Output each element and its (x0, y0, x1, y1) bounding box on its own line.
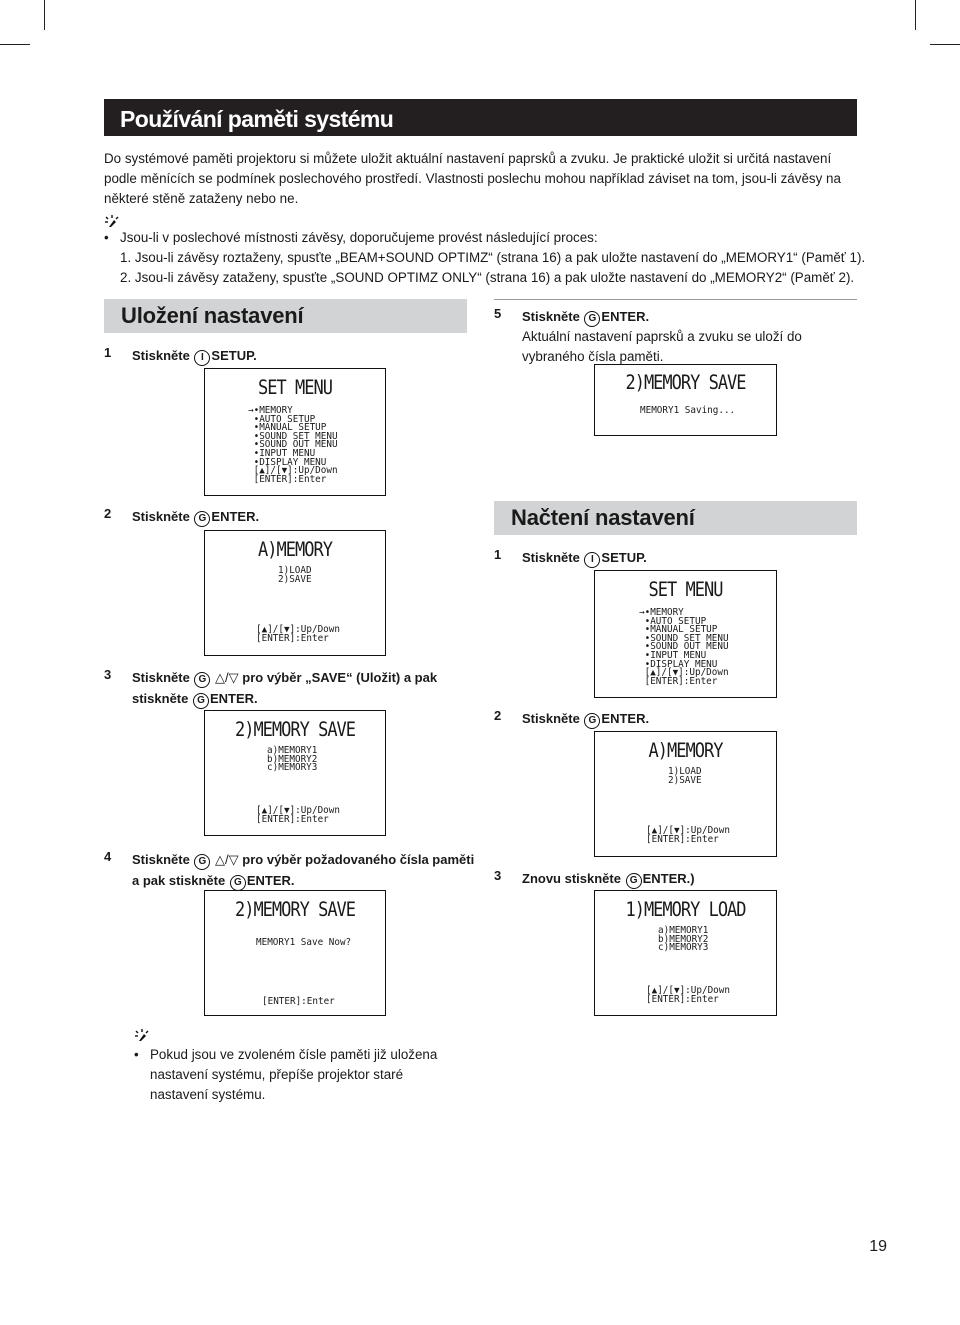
key-i-icon: I (194, 350, 210, 366)
crop-mark (0, 44, 30, 45)
step-prefix: Stiskněte (522, 550, 584, 565)
key-g-icon: G (194, 672, 210, 688)
tip-bullet-text: Pokud jsou ve zvoleném čísle paměti již uložena nastavení systému, přepíše projektor staré nastavení systému. (150, 1047, 438, 1102)
osd-menu-lines: →•MEMORY •AUTO SETUP •MANUAL SETUP •SOUND SET MENU •SOUND OUT MENU •INPUT MENU •DISPLAY MENU [▲]/[▼]:Up/Down [ENTER]:Enter (248, 405, 338, 485)
tip-line-2: 2. Jsou-li závěsy zataženy, spusťte „SOUND OPTIMZ ONLY“ (strana 16) a pak uložte nastavení do „MEMORY2“ (Paměť 2). (120, 270, 855, 285)
key-g-icon: G (194, 854, 210, 870)
step-key-label: ENTER. (601, 309, 650, 324)
osd-footer: [▲]/[▼]:Up/Down [ENTER]:Enter (646, 825, 730, 845)
key-g-icon: G (626, 873, 642, 889)
key-g-icon: G (194, 511, 210, 527)
crop-mark (915, 0, 916, 30)
osd-title: 2)MEMORY SAVE (234, 898, 356, 922)
page-number: 19 (869, 1238, 887, 1255)
step-key-label: ENTER. (601, 711, 650, 726)
osd-screen (204, 530, 386, 656)
osd-screen (594, 570, 777, 698)
arrow-keys-icon: △/▽ (215, 852, 239, 867)
step-key-label: ENTER. (209, 691, 258, 706)
step-prefix: a pak stiskněte (132, 873, 229, 888)
osd-title: 2)MEMORY SAVE (625, 371, 746, 395)
step-number: 3 (494, 868, 502, 883)
step-prefix: Stiskněte (132, 509, 194, 524)
step-prefix: Stiskněte (522, 711, 584, 726)
step-key-label: SETUP. (601, 550, 647, 565)
osd-title: SET MENU (258, 376, 332, 400)
osd-menu-lines: a)MEMORY1 b)MEMORY2 c)MEMORY3 (658, 925, 709, 954)
step-prefix: stiskněte (132, 691, 192, 706)
osd-footer: [▲]/[▼]:Up/Down [ENTER]:Enter (646, 985, 730, 1005)
osd-menu-lines: MEMORY1 Saving... (640, 405, 736, 416)
save-section-title: Uložení nastavení (104, 299, 467, 333)
step-text (132, 849, 474, 891)
osd-footer: [▲]/[▼]:Up/Down [ENTER]:Enter (256, 805, 340, 825)
osd-footer: [▲]/[▼]:Up/Down [ENTER]:Enter (256, 624, 340, 644)
step-text (522, 306, 649, 327)
load-section-title: Načtení nastavení (494, 501, 857, 535)
key-i-icon: I (584, 552, 600, 568)
osd-menu-lines: 1)LOAD 2)SAVE (668, 766, 702, 786)
step-number: 2 (104, 506, 112, 521)
step-prefix: Stiskněte (132, 852, 194, 867)
step-text (522, 868, 695, 889)
osd-screen (204, 368, 386, 496)
osd-title: A)MEMORY (258, 538, 332, 562)
tip-icon (104, 214, 120, 228)
step-number: 1 (104, 345, 112, 360)
osd-screen (594, 364, 777, 436)
step-prefix: Stiskněte (132, 670, 194, 685)
step-key-label: ENTER. (211, 509, 260, 524)
osd-title: 1)MEMORY LOAD (625, 898, 746, 922)
step-text (132, 345, 257, 366)
step-instruction: pro výběr požadovaného čísla paměti (242, 852, 475, 867)
tip-icon (134, 1028, 150, 1042)
step-description: Aktuální nastavení paprsků a zvuku se uloží do vybraného čísla paměti. (522, 329, 802, 364)
step-key-label: ENTER.) (642, 871, 695, 886)
step-text (132, 667, 437, 709)
step-number: 2 (494, 708, 502, 723)
step-key-label: SETUP. (211, 348, 257, 363)
step-number: 1 (494, 547, 502, 562)
arrow-keys-icon: △/▽ (215, 670, 239, 685)
step-prefix: Znovu stiskněte (522, 871, 625, 886)
osd-menu-lines: 1)LOAD 2)SAVE (278, 565, 312, 585)
section-divider (494, 299, 857, 300)
crop-mark (930, 44, 960, 45)
key-g-icon: G (584, 713, 600, 729)
step-number: 4 (104, 849, 112, 864)
step-text (522, 547, 647, 568)
osd-screen (594, 731, 777, 857)
osd-footer: [ENTER]:Enter (262, 996, 335, 1007)
osd-menu-lines: MEMORY1 Save Now? (256, 937, 352, 948)
step-text (132, 506, 259, 527)
osd-title: 2)MEMORY SAVE (234, 718, 356, 742)
step-number: 3 (104, 667, 112, 682)
step-prefix: Stiskněte (522, 309, 584, 324)
tip-bullet-text: Jsou-li v poslechové místnosti závěsy, doporučujeme provést následující proces: (120, 230, 598, 245)
tip-line-1: 1. Jsou-li závěsy roztaženy, spusťte „BEAM+SOUND OPTIMZ“ (strana 16) a pak uložte nastavení do „MEMORY1“ (Paměť 1). (120, 250, 866, 265)
step-key-label: ENTER. (246, 873, 295, 888)
osd-screen (594, 890, 777, 1016)
osd-menu-lines: →•MEMORY •AUTO SETUP •MANUAL SETUP •SOUND SET MENU •SOUND OUT MENU •INPUT MENU •DISPLAY MENU [▲]/[▼]:Up/Down [ENTER]:Enter (639, 607, 729, 687)
step-instruction: pro výběr „SAVE“ (Uložit) a pak (242, 670, 438, 685)
key-g-icon: G (193, 693, 209, 709)
key-g-icon: G (584, 311, 600, 327)
osd-title: SET MENU (648, 578, 723, 602)
osd-screen (204, 890, 386, 1016)
step-text (522, 708, 649, 729)
crop-mark (44, 0, 45, 30)
osd-title: A)MEMORY (648, 739, 723, 763)
page-title: Používání paměti systému (120, 106, 394, 132)
osd-menu-lines: a)MEMORY1 b)MEMORY2 c)MEMORY3 (267, 745, 318, 774)
osd-screen (204, 710, 386, 836)
step-prefix: Stiskněte (132, 348, 194, 363)
step-number: 5 (494, 306, 502, 321)
key-g-icon: G (230, 875, 246, 891)
intro-paragraph: Do systémové paměti projektoru si můžete uložit aktuální nastavení paprsků a zvuku. Je praktické uložit si určitá nastavení podle měnících se podmínek poslechového prostředí. Vlastnosti poslechu mohou například záviset na tom, jsou-li závěsy na některé stěně zataženy nebo ne. (104, 151, 841, 206)
